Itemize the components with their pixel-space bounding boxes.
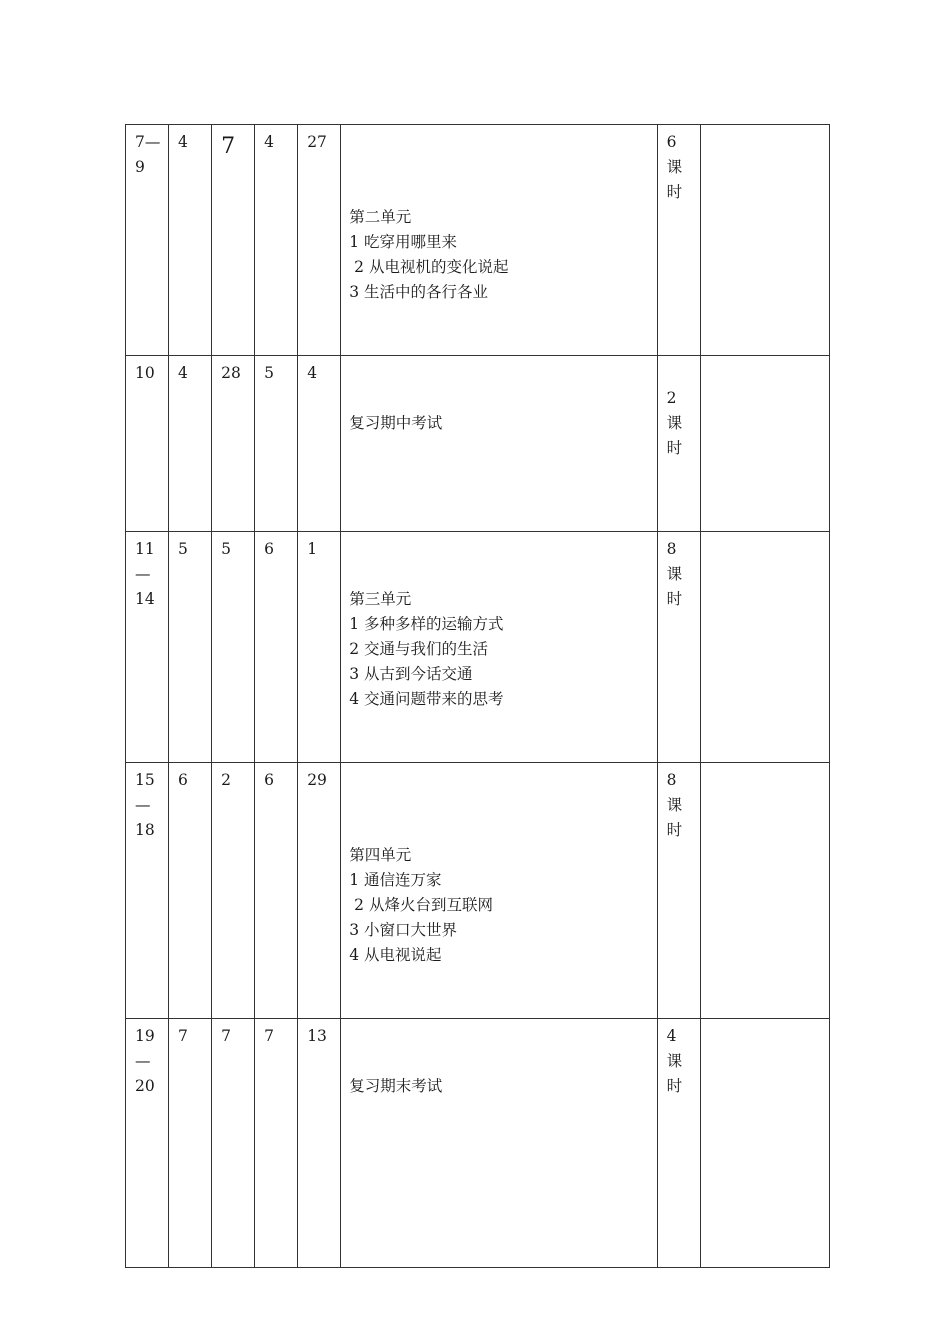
table-row bbox=[126, 763, 830, 1019]
lesson-item: 1 多种多样的运输方式 bbox=[349, 615, 504, 633]
lesson-item: 3 小窗口大世界 bbox=[349, 921, 458, 939]
note-cell bbox=[700, 356, 829, 532]
number-cell: 6 bbox=[255, 763, 298, 1019]
week-cell: 11 — 14 bbox=[126, 532, 169, 763]
number-text: 7 bbox=[221, 134, 236, 159]
table-row bbox=[126, 1019, 830, 1268]
number-cell: 4 bbox=[169, 125, 212, 356]
table-row bbox=[126, 125, 830, 356]
week-cell: 7— 9 bbox=[126, 125, 169, 356]
topic-cell bbox=[341, 125, 657, 356]
number-cell: 4 bbox=[298, 356, 341, 532]
lesson-item: 3 生活中的各行各业 bbox=[349, 283, 489, 301]
unit-title: 复习期末考试 bbox=[349, 1077, 443, 1095]
topic-cell bbox=[341, 763, 657, 1019]
hours-cell: 6 课 时 bbox=[657, 125, 700, 356]
lesson-item: 1 通信连万家 bbox=[349, 871, 442, 889]
topic-cell bbox=[341, 532, 657, 763]
week-cell: 19 — 20 bbox=[126, 1019, 169, 1268]
number-cell: 5 bbox=[212, 532, 255, 763]
number-cell: 7 bbox=[212, 1019, 255, 1268]
number-cell: 6 bbox=[169, 763, 212, 1019]
number-cell: 28 bbox=[212, 356, 255, 532]
note-cell bbox=[700, 532, 829, 763]
number-cell: 5 bbox=[169, 532, 212, 763]
unit-title: 第二单元 bbox=[349, 208, 412, 226]
number-cell: 4 bbox=[169, 356, 212, 532]
topic-cell bbox=[341, 356, 657, 532]
topic-cell bbox=[341, 1019, 657, 1268]
number-cell bbox=[212, 125, 255, 356]
number-cell: 7 bbox=[255, 1019, 298, 1268]
topic-line bbox=[349, 818, 656, 843]
unit-title: 复习期中考试 bbox=[349, 414, 443, 432]
note-cell bbox=[700, 125, 829, 356]
number-cell: 5 bbox=[255, 356, 298, 532]
number-cell: 13 bbox=[298, 1019, 341, 1268]
week-cell: 15 — 18 bbox=[126, 763, 169, 1019]
week-cell: 10 bbox=[126, 356, 169, 532]
unit-title: 第四单元 bbox=[349, 846, 412, 864]
number-cell: 2 bbox=[212, 763, 255, 1019]
schedule-table bbox=[125, 124, 830, 1268]
hours-cell: 8 课 时 bbox=[657, 763, 700, 1019]
note-cell bbox=[700, 1019, 829, 1268]
number-cell: 29 bbox=[298, 763, 341, 1019]
table-row bbox=[126, 532, 830, 763]
number-cell: 6 bbox=[255, 532, 298, 763]
unit-title: 第三单元 bbox=[349, 590, 412, 608]
lesson-item: 2 从电视机的变化说起 bbox=[349, 258, 509, 276]
number-cell: 27 bbox=[298, 125, 341, 356]
lesson-item: 4 交通问题带来的思考 bbox=[349, 690, 504, 708]
lesson-item: 2 交通与我们的生活 bbox=[349, 640, 489, 658]
number-cell: 7 bbox=[169, 1019, 212, 1268]
hours-cell: 4 课 时 bbox=[657, 1019, 700, 1268]
number-cell: 4 bbox=[255, 125, 298, 356]
hours-cell: 8 课 时 bbox=[657, 532, 700, 763]
hours-cell: 2 课 时 bbox=[657, 356, 700, 532]
note-cell bbox=[700, 763, 829, 1019]
lesson-item: 4 从电视说起 bbox=[349, 946, 442, 964]
number-cell: 1 bbox=[298, 532, 341, 763]
topic-line bbox=[349, 180, 656, 205]
lesson-item: 2 从烽火台到互联网 bbox=[349, 896, 493, 914]
table-row bbox=[126, 356, 830, 532]
lesson-item: 3 从古到今话交通 bbox=[349, 665, 473, 683]
lesson-item: 1 吃穿用哪里来 bbox=[349, 233, 458, 251]
